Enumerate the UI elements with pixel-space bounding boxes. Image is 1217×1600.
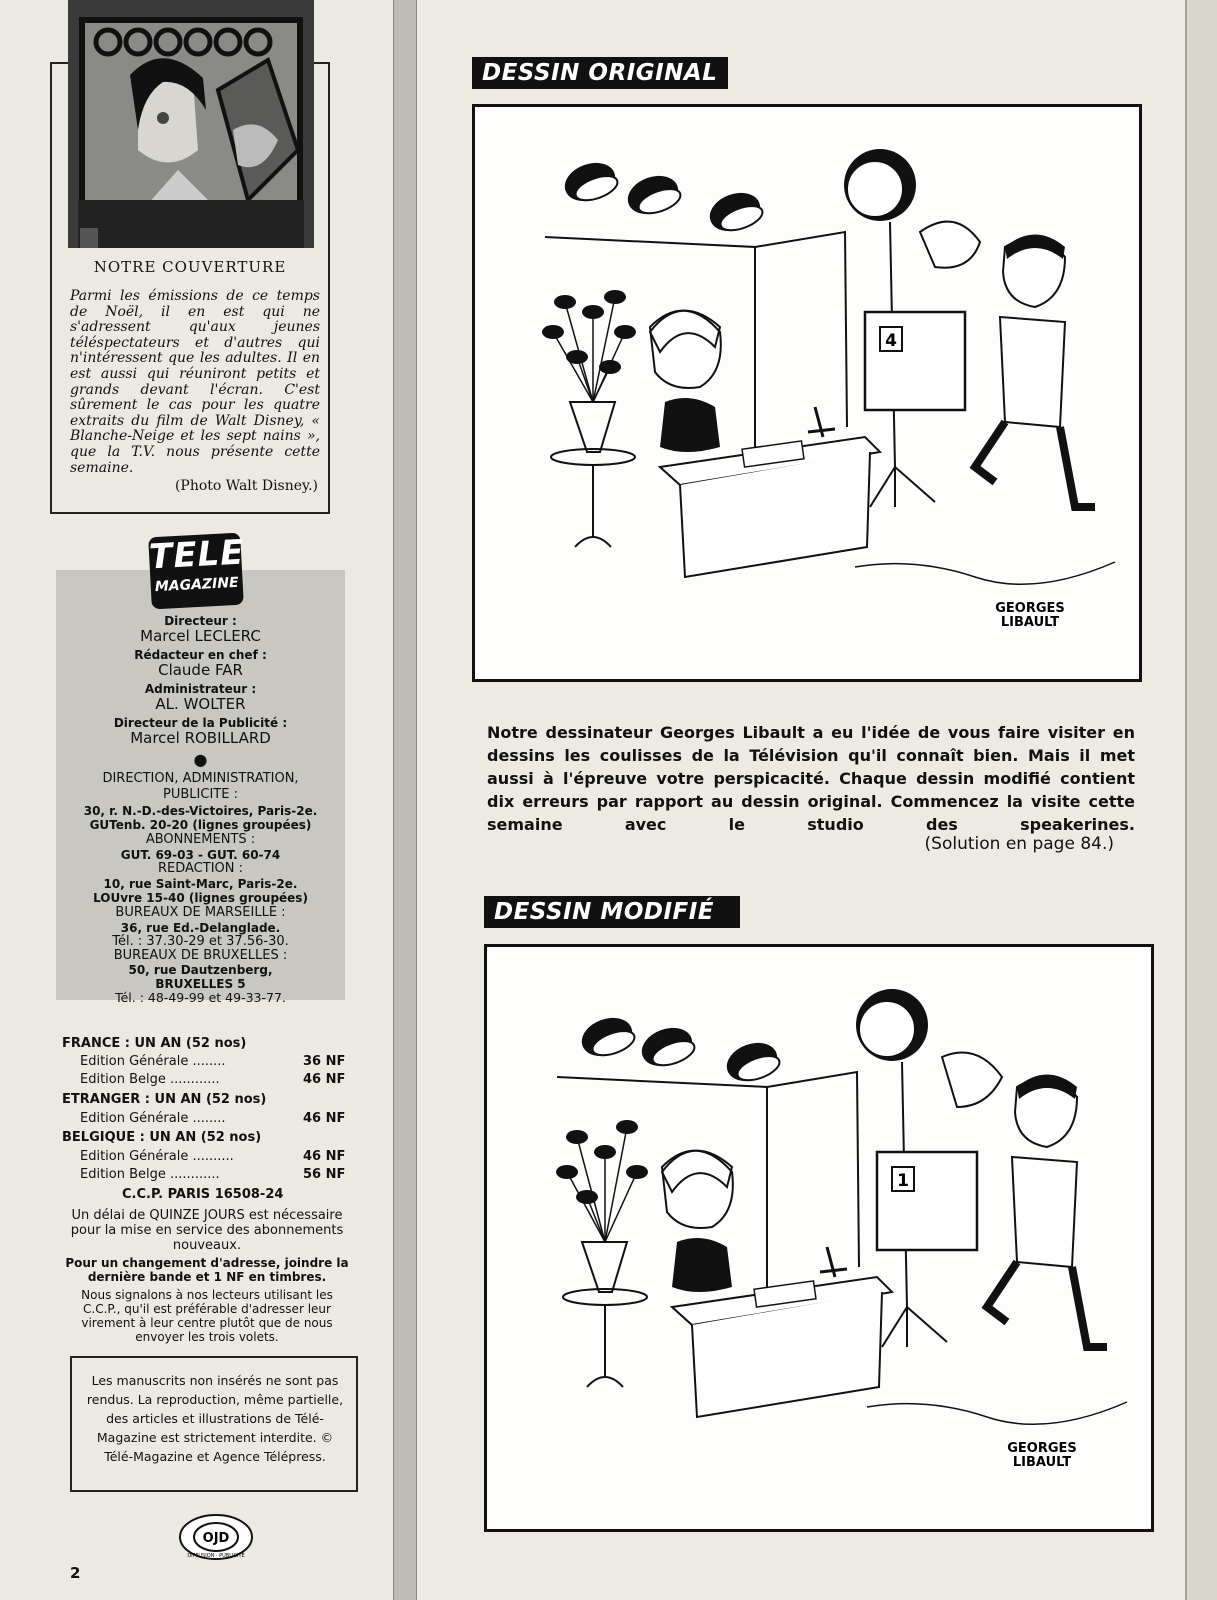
camera-number: 1 (897, 1171, 909, 1191)
flower-head (566, 1130, 588, 1144)
redaction-address: 10, rue Saint-Marc, Paris-2e. (103, 877, 298, 891)
flower-head (566, 350, 588, 364)
flower-stem (553, 332, 593, 402)
page-edge (1185, 0, 1217, 1600)
direction-address: 30, r. N.-D.-des-Victoires, Paris-2e. (83, 804, 318, 818)
marseille-title: BUREAUX DE MARSEILLE : (115, 905, 286, 920)
solution-reference: (Solution en page 84.) (924, 834, 1114, 854)
logo-line-2: MAGAZINE (154, 574, 239, 596)
flower-head (614, 325, 636, 339)
original-title: DESSIN ORIGINAL (472, 57, 728, 89)
modified-title: DESSIN MODIFIÉ (484, 896, 740, 928)
announcer-head (662, 1151, 733, 1228)
signature-line-2: LIBAULT (1000, 615, 1060, 630)
flower-head (604, 290, 626, 304)
flower-head (594, 1145, 616, 1159)
etranger-generale-price: 46 NF (303, 1111, 346, 1126)
page-number: 2 (70, 1564, 81, 1582)
projector-lens (859, 1001, 915, 1057)
administrateur-name: AL. WOLTER (155, 695, 246, 713)
ojd-ring-text: DIFFUSION · PUBLICITÉ (187, 1553, 245, 1559)
tele-magazine-logo (148, 533, 244, 610)
bruxelles-city: BRUXELLES 5 (155, 977, 246, 991)
cameraman-head (942, 1053, 1002, 1108)
directeur-label: Directeur : (164, 614, 237, 628)
cover-caption: Parmi les émissions de ce temps de Noël, il en est qui ne s'adressent qu'aux jeunes téléspectateurs et d'autres qui n'intéressent que les adultes. Il en est aussi qui réuniront petits et grands devant l'écran. C'est sûrement le cas pour les quatre extraits du film de Walt Disney, « Blanche-Neige et les sept nains », que la T.V. nous présente cette semaine. (70, 288, 320, 476)
announcer-dress (672, 1238, 732, 1292)
bruxelles-phone: Tél. : 48-49-99 et 49-33-77. (115, 990, 286, 1005)
table-leg (575, 465, 611, 547)
address-change-note: Pour un changement d'adresse, joindre la dernière bande et 1 NF en timbres. (65, 1256, 349, 1284)
table-leg (587, 1305, 623, 1387)
flower-stem (567, 1172, 605, 1242)
signature-line-2: LIBAULT (1012, 1455, 1072, 1470)
cover-photo-credit: (Photo Walt Disney.) (174, 478, 318, 494)
operator-shirt (1000, 317, 1065, 427)
redaction-title: REDACTION : (157, 861, 243, 876)
marseille-address: 36, rue Ed.-Delanglade. (120, 921, 281, 935)
flower-head (626, 1165, 648, 1179)
operator-legs (975, 422, 1095, 507)
flower-head (582, 305, 604, 319)
redacteur-name: Claude FAR (158, 661, 243, 679)
publicite-name: Marcel ROBILLARD (130, 729, 271, 747)
flower-head (556, 1165, 578, 1179)
directeur-name: Marcel LECLERC (140, 627, 261, 645)
column-divider (393, 0, 417, 1600)
intro-text: Notre dessinateur Georges Libault a eu l'idée de vous faire visiter en dessins les coulisses de la Télévision qu'il connaît bien. Mais il met aussi à l'épreuve votre perspicacité. Chaque dessin modifié contient dix erreurs par rapport au dessin original. Commencez la visite cette semaine avec le studio des speakerines. (487, 723, 1135, 834)
cover-photo (68, 0, 314, 248)
masthead-bullet: ● (193, 750, 208, 769)
ccp-note: Nous signalons à nos lecteurs utilisant les C.C.P., qu'il est préférable d'adresser leur virement à leur centre plutôt que de nous envoyer les trois volets. (81, 1288, 333, 1344)
flower-vase (570, 402, 615, 452)
ojd-badge (174, 1509, 258, 1561)
belgique-generale-price: 46 NF (303, 1149, 346, 1164)
etranger-generale: Edition Générale ........ (80, 1111, 226, 1126)
logo-line-1: TELE (148, 532, 246, 578)
direction-phone: GUTenb. 20-20 (lignes groupées) (89, 818, 312, 832)
marseille-phone: Tél. : 37.30-29 et 37.56-30. (112, 934, 289, 949)
abonnements-phone: GUT. 69-03 - GUT. 60-74 (120, 848, 281, 862)
france-generale-price: 36 NF (303, 1054, 346, 1069)
etranger-heading: ETRANGER : UN AN (52 nos) (62, 1092, 267, 1107)
france-generale: Edition Générale ........ (80, 1054, 226, 1069)
belgique-generale: Edition Générale .......... (80, 1149, 234, 1164)
floor-cable (855, 562, 1115, 584)
flower-head (542, 325, 564, 339)
desk-microphone (808, 407, 835, 437)
signature-line-1: GEORGES (1007, 1441, 1077, 1456)
operator-shirt (1012, 1157, 1077, 1267)
france-heading: FRANCE : UN AN (52 nos) (62, 1036, 247, 1051)
redacteur-label: Rédacteur en chef : (134, 648, 267, 662)
ccp-number: C.C.P. PARIS 16508-24 (122, 1187, 284, 1202)
announcer-dress (660, 398, 720, 452)
delay-note: Un délai de QUINZE JOURS est nécessaire pour la mise en service des abonnements nouveaux. (70, 1208, 344, 1253)
modified-drawing (484, 944, 1154, 1532)
flower-head (576, 1190, 598, 1204)
original-drawing (472, 104, 1142, 682)
belgique-heading: BELGIQUE : UN AN (52 nos) (62, 1130, 262, 1145)
flower-head (554, 295, 576, 309)
administrateur-label: Administrateur : (144, 682, 257, 696)
belgique-belge-price: 56 NF (303, 1167, 346, 1182)
camera-number: 4 (885, 331, 897, 351)
flower-stem (605, 1172, 637, 1242)
floor-cable (867, 1402, 1127, 1424)
announcer-head (650, 311, 721, 388)
bruxelles-title: BUREAUX DE BRUXELLES : (113, 948, 288, 963)
redaction-phone: LOUvre 15-40 (lignes groupées) (93, 891, 308, 905)
flower-stem (605, 1127, 627, 1242)
flower-head (616, 1120, 638, 1134)
abonnements-title: ABONNEMENTS : (145, 832, 256, 847)
direction-title: DIRECTION, ADMINISTRATION, PUBLICITE : (102, 771, 299, 802)
desk-microphone (820, 1247, 847, 1277)
flower-head (599, 360, 621, 374)
ojd-center-text: OJD (202, 1531, 230, 1546)
publicite-label: Directeur de la Publicité : (113, 716, 288, 730)
belgique-belge: Edition Belge ............ (80, 1167, 220, 1182)
cover-heading: NOTRE COUVERTURE (93, 258, 287, 276)
flower-vase (582, 1242, 627, 1292)
operator-legs (987, 1262, 1107, 1347)
cameraman-head (920, 222, 980, 268)
france-belge-price: 46 NF (303, 1072, 346, 1087)
bruxelles-address: 50, rue Dautzenberg, (128, 963, 273, 977)
france-belge: Edition Belge ............ (80, 1072, 220, 1087)
signature-line-1: GEORGES (995, 601, 1065, 616)
legal-notice: Les manuscrits non insérés ne sont pas rendus. La reproduction, même partielle, des articles et illustrations de Télé-Magazine est strictement interdite. © Télé-Magazine et Agence Télépress. (86, 1373, 344, 1464)
projector-lens (847, 161, 903, 217)
